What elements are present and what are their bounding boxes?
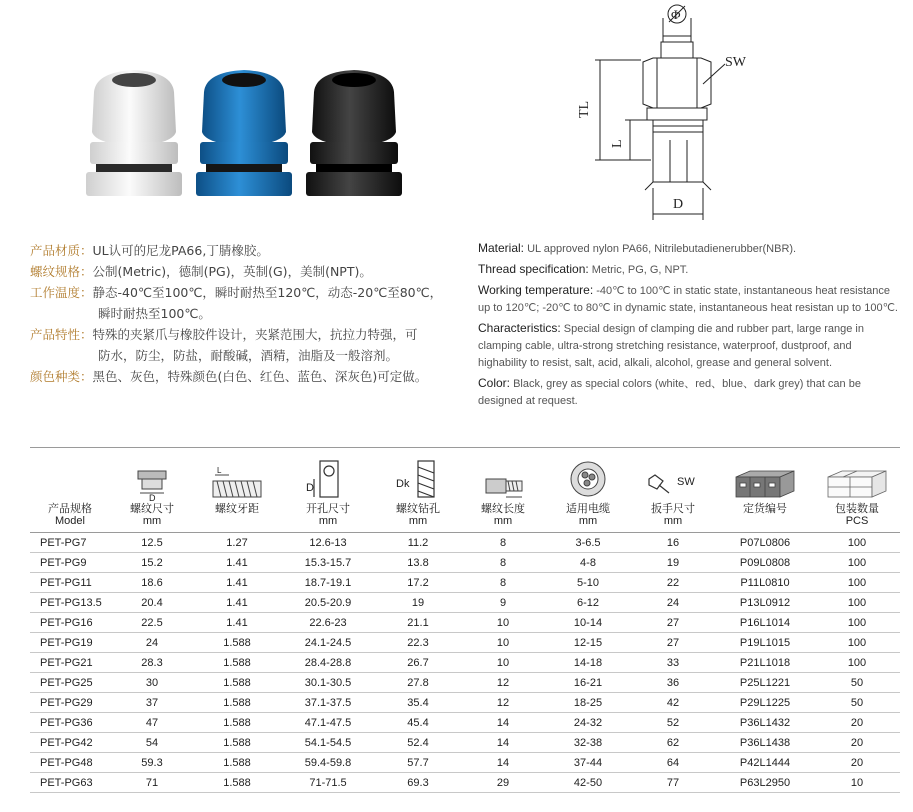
table-row [30,533,900,553]
cell-drill: 26.7 [376,653,460,673]
spec-en-material [478,240,903,258]
table-row [30,593,900,613]
cell-cable: 5-10 [546,573,630,593]
cell-pitch: 1.41 [194,593,280,613]
spec-key: 工作温度 [30,285,81,300]
cell-pack-qty: 50 [814,693,900,713]
cell-thread-size: 24 [110,633,194,653]
pitch-icon-l: L [217,466,222,475]
cell-wrench: 77 [630,773,716,793]
size-icon-d: D [149,493,156,501]
cell-drill: 21.1 [376,613,460,633]
cell-order-code: P11L0810 [716,573,814,593]
cell-order-code: P63L2950 [716,773,814,793]
cell-wrench: 16 [630,533,716,553]
header-order [716,448,814,533]
cell-hole: 15.3-15.7 [280,553,376,573]
spec-row-material: 产品材质 ： UL认可的尼龙PA66,丁腈橡胶。 [30,240,470,261]
specs-chinese [30,240,470,387]
cell-hole: 30.1-30.5 [280,673,376,693]
cell-pitch: 1.588 [194,753,280,773]
cell-cable: 32-38 [546,733,630,753]
cell-thread-length: 8 [460,573,546,593]
cell-hole: 71-71.5 [280,773,376,793]
spec-en-key: Characteristics: [478,321,561,335]
header-order-label: 定货编号 [743,503,787,515]
cell-wrench: 62 [630,733,716,753]
cell-hole: 37.1-37.5 [280,693,376,713]
l-label: L [610,139,625,148]
cell-thread-length: 8 [460,533,546,553]
header-pack [814,448,900,533]
cell-pack-qty: 100 [814,593,900,613]
cell-order-code: P29L1225 [716,693,814,713]
cell-model: PET-PG25 [30,673,110,693]
cell-pack-qty: 20 [814,713,900,733]
spec-value: 公制(Metric)，德制(PG)，英制(G)，美制(NPT)。 [92,264,372,279]
spec-value: 黑色、灰色，特殊颜色(白色、红色、蓝色、深灰色)可定做。 [92,369,428,384]
cell-cable: 4-8 [546,553,630,573]
cell-drill: 52.4 [376,733,460,753]
cell-thread-size: 37 [110,693,194,713]
cell-drill: 22.3 [376,633,460,653]
cell-thread-size: 20.4 [110,593,194,613]
header-thread-length-label: 螺纹长度 [481,503,525,515]
header-drill-unit: mm [408,515,428,527]
header-hole-label: 开孔尺寸 [306,503,350,515]
cell-thread-length: 14 [460,733,546,753]
cell-thread-size: 15.2 [110,553,194,573]
header-wrench-label: 扳手尺寸 [651,503,695,515]
cell-thread-length: 10 [460,653,546,673]
spec-key: 螺纹规格 [30,264,81,279]
cell-pack-qty: 20 [814,733,900,753]
cell-pack-qty: 100 [814,653,900,673]
cell-pitch: 1.588 [194,673,280,693]
header-pitch [194,448,280,533]
cell-pitch: 1.41 [194,573,280,593]
cell-hole: 59.4-59.8 [280,753,376,773]
header-cable [546,448,630,533]
cell-pack-qty: 50 [814,673,900,693]
cell-hole: 54.1-54.5 [280,733,376,753]
spec-value: 特殊的夹紧爪与橡胶件设计，夹紧范围大，抗拉力特强，可 [92,327,418,342]
cell-thread-length: 12 [460,673,546,693]
cell-thread-length: 8 [460,553,546,573]
header-wrench-unit: mm [663,515,683,527]
cell-cable: 24-32 [546,713,630,733]
spec-en-key: Color: [478,376,511,390]
cell-order-code: P13L0912 [716,593,814,613]
table-row [30,713,900,733]
header-thread-size-label: 螺纹尺寸 [130,503,174,515]
hole-size-icon [306,457,350,501]
spec-row-features: 产品特性 ： 特殊的夹紧爪与橡胶件设计，夹紧范围大，抗拉力特强，可 [30,324,470,345]
cell-pitch: 1.588 [194,733,280,753]
table-row [30,753,900,773]
cell-thread-length: 9 [460,593,546,613]
hole-icon-d: D [306,482,314,494]
cell-pitch: 1.588 [194,693,280,713]
cell-hole: 18.7-19.1 [280,573,376,593]
table-body [30,533,900,793]
spec-key: 颜色种类 [30,369,81,384]
cell-cable: 42-50 [546,773,630,793]
cell-cable: 18-25 [546,693,630,713]
cell-drill: 17.2 [376,573,460,593]
cell-cable: 10-14 [546,613,630,633]
cell-cable: 16-21 [546,673,630,693]
cell-thread-size: 71 [110,773,194,793]
cell-drill: 45.4 [376,713,460,733]
cell-pack-qty: 10 [814,773,900,793]
cell-thread-size: 12.5 [110,533,194,553]
specs-english [478,240,903,413]
table-row [30,633,900,653]
table-row [30,673,900,693]
spec-en-key: Material: [478,241,525,255]
cell-pitch: 1.588 [194,633,280,653]
spec-table [30,447,900,793]
table-row [30,553,900,573]
cell-pack-qty: 100 [814,633,900,653]
header-thread-size-unit: mm [142,515,162,527]
spec-en-value: Special design of clamping die and rubber part, large range in clamping cable, ultra-strong stretching resistance, waterproof, dustproof, and highability to resist, salt, acid, alkali, alcohol, grease and general solvent. [478,323,864,369]
cable-gland-black-image [292,62,422,202]
spec-en-key: Working temperature: [478,283,594,297]
spec-row-colors: 颜色种类 ： 黑色、灰色，特殊颜色(白色、红色、蓝色、深灰色)可定做。 [30,366,470,387]
thread-length-icon [478,471,528,501]
header-thread-length [460,448,546,533]
cable-range-icon [566,457,610,501]
cell-thread-size: 59.3 [110,753,194,773]
cell-drill: 27.8 [376,673,460,693]
spec-value-continued: 防水，防尘，防盐，耐酸碱，酒精，油脂及一般溶剂。 [98,348,399,363]
table-row [30,693,900,713]
cell-wrench: 64 [630,753,716,773]
header-wrench [630,448,716,533]
cell-order-code: P16L1014 [716,613,814,633]
header-pack-unit: PCS [845,515,869,527]
spec-value: 静态-40℃至100℃，瞬时耐热至120℃，动态-20℃至80℃， [92,285,443,300]
cell-thread-length: 10 [460,613,546,633]
cell-pitch: 1.27 [194,533,280,553]
cell-thread-length: 29 [460,773,546,793]
header-model-en: Model [55,515,85,527]
cell-wrench: 36 [630,673,716,693]
wrench-icon-sw: SW [677,476,695,488]
table-row [30,613,900,633]
spec-row-temperature: 工作温度 ： 静态-40℃至100℃，瞬时耐热至120℃，动态-20℃至80℃， [30,282,470,303]
spec-en-key: Thread specification: [478,262,589,276]
cell-drill: 57.7 [376,753,460,773]
cell-thread-length: 12 [460,693,546,713]
wrench-icon [643,471,703,501]
table-row [30,653,900,673]
cell-wrench: 52 [630,713,716,733]
cell-model: PET-PG42 [30,733,110,753]
cell-cable: 6-12 [546,593,630,613]
cell-drill: 69.3 [376,773,460,793]
spec-en-value: -40℃ to 100℃ in static state, instantaneous heat resistance up to 120℃; -20℃ to 80℃ in dynamic state, instantaneous heat resistan up to 100℃. [478,285,898,314]
cell-pack-qty: 100 [814,573,900,593]
spec-value: UL认可的尼龙PA66,丁腈橡胶。 [92,243,269,258]
table-row [30,773,900,793]
cell-thread-size: 47 [110,713,194,733]
thread-pitch-icon [209,465,265,501]
cell-model: PET-PG29 [30,693,110,713]
table-row [30,733,900,753]
cell-cable: 12-15 [546,633,630,653]
spec-en-value: Metric, PG, G, NPT. [591,264,689,276]
cell-pack-qty: 20 [814,753,900,773]
cell-hole: 12.6-13 [280,533,376,553]
cell-thread-size: 30 [110,673,194,693]
cell-wrench: 42 [630,693,716,713]
cell-order-code: P21L1018 [716,653,814,673]
spec-en-value: Black, grey as special colors (white、red、blue、dark grey) that can be designed at request. [478,378,861,407]
cell-model: PET-PG16 [30,613,110,633]
cell-thread-length: 14 [460,713,546,733]
cell-pack-qty: 100 [814,553,900,573]
header-thread-length-unit: mm [493,515,513,527]
cell-drill: 13.8 [376,553,460,573]
header-cable-label: 适用电缆 [566,503,610,515]
cell-wrench: 33 [630,653,716,673]
cell-thread-length: 14 [460,753,546,773]
cell-thread-length: 10 [460,633,546,653]
table-header-row [30,448,900,533]
cell-thread-size: 22.5 [110,613,194,633]
spec-value-continued: 瞬时耐热至100℃。 [98,306,211,321]
cell-order-code: P25L1221 [716,673,814,693]
cell-model: PET-PG36 [30,713,110,733]
cell-pitch: 1.588 [194,713,280,733]
header-pitch-label: 螺纹牙距 [215,503,259,515]
header-hole-unit: mm [318,515,338,527]
header-model-cn: 产品规格 [48,503,92,515]
cell-order-code: P36L1438 [716,733,814,753]
cell-drill: 19 [376,593,460,613]
cell-order-code: P07L0806 [716,533,814,553]
cell-order-code: P42L1444 [716,753,814,773]
cell-model: PET-PG21 [30,653,110,673]
cell-drill: 35.4 [376,693,460,713]
order-code-icon [730,465,800,501]
cell-cable: 3-6.5 [546,533,630,553]
header-drill-label: 螺纹钻孔 [396,503,440,515]
drill-icon-dk: Dk [396,478,410,490]
table-row [30,573,900,593]
cell-wrench: 27 [630,613,716,633]
cell-hole: 47.1-47.5 [280,713,376,733]
cell-pitch: 1.588 [194,653,280,673]
product-photos [72,62,452,202]
header-cable-unit: mm [578,515,598,527]
cell-thread-size: 18.6 [110,573,194,593]
cell-pitch: 1.41 [194,553,280,573]
dimension-drawing [575,0,775,225]
cell-wrench: 27 [630,633,716,653]
tl-label: TL [577,100,592,118]
cell-hole: 24.1-24.5 [280,633,376,653]
cell-model: PET-PG7 [30,533,110,553]
cell-pack-qty: 100 [814,533,900,553]
cell-cable: 37-44 [546,753,630,773]
thread-size-icon [132,467,172,501]
spec-en-characteristics [478,320,903,372]
cell-model: PET-PG63 [30,773,110,793]
spec-en-thread [478,261,903,279]
cell-hole: 20.5-20.9 [280,593,376,613]
cell-hole: 28.4-28.8 [280,653,376,673]
cell-cable: 14-18 [546,653,630,673]
cell-model: PET-PG19 [30,633,110,653]
cell-drill: 11.2 [376,533,460,553]
cell-model: PET-PG48 [30,753,110,773]
header-thread-size [110,448,194,533]
cell-pitch: 1.41 [194,613,280,633]
cell-order-code: P36L1432 [716,713,814,733]
header-hole [280,448,376,533]
spec-key: 产品材质 [30,243,81,258]
d-label: D [673,197,684,212]
cell-wrench: 19 [630,553,716,573]
cell-pack-qty: 100 [814,613,900,633]
package-quantity-icon [822,465,892,501]
cell-hole: 22.6-23 [280,613,376,633]
cell-order-code: P09L0808 [716,553,814,573]
phi-label: Φ [671,7,681,22]
spec-row-thread: 螺纹规格 ： 公制(Metric)，德制(PG)，英制(G)，美制(NPT)。 [30,261,470,282]
cell-model: PET-PG9 [30,553,110,573]
spec-en-temperature [478,282,903,317]
cell-thread-size: 54 [110,733,194,753]
sw-label: SW [725,55,746,70]
spec-key: 产品特性 [30,327,81,342]
cell-model: PET-PG13.5 [30,593,110,613]
cell-model: PET-PG11 [30,573,110,593]
cell-order-code: P19L1015 [716,633,814,653]
drill-icon [394,457,442,501]
cell-thread-size: 28.3 [110,653,194,673]
spec-en-value: UL approved nylon PA66, Nitrilebutadienerubber(NBR). [527,243,797,255]
header-model [30,448,110,533]
spec-en-color [478,375,903,410]
cell-wrench: 24 [630,593,716,613]
header-drill [376,448,460,533]
cell-wrench: 22 [630,573,716,593]
cell-pitch: 1.588 [194,773,280,793]
header-pack-label: 包装数量 [835,503,879,515]
